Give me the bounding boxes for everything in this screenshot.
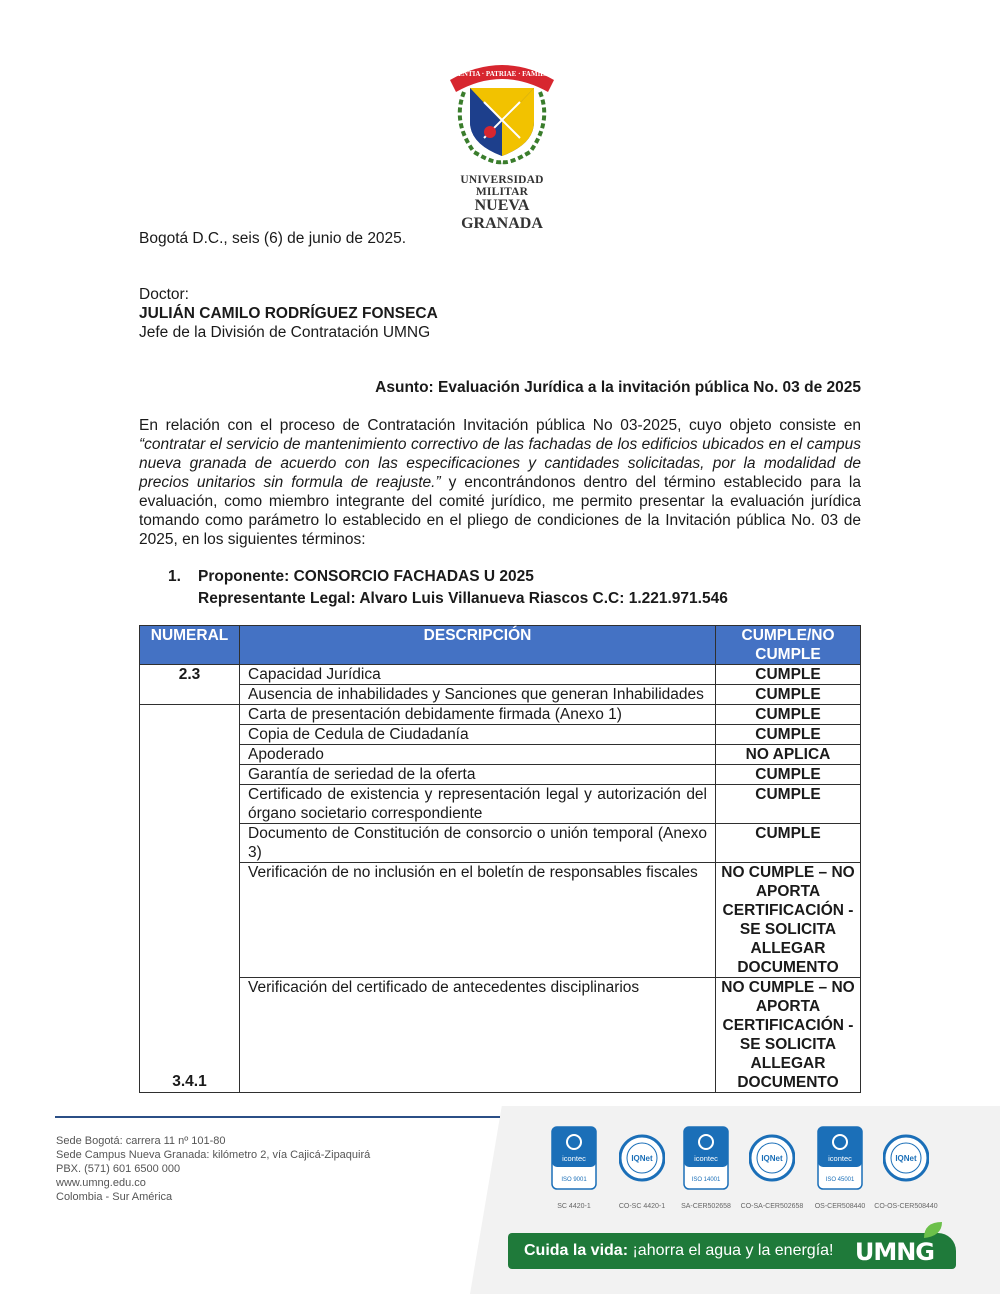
status-cell: NO APLICA xyxy=(716,745,861,765)
svg-text:icontec: icontec xyxy=(694,1154,718,1163)
table-row xyxy=(140,665,861,685)
logo-ribbon-text: SCIENTIA · PATRIAE · FAMILIAE xyxy=(446,70,558,78)
proponent-number: 1. xyxy=(168,568,181,585)
letter-subject: Asunto: Evaluación Jurídica a la invitación pública No. 03 de 2025 xyxy=(375,379,861,396)
address-line: Sede Campus Nueva Granada: kilómetro 2, vía Cajicá-Zipaquirá xyxy=(56,1149,371,1161)
header-numeral: NUMERAL xyxy=(140,626,240,665)
svg-text:IQNet: IQNet xyxy=(631,1154,653,1163)
description-cell: Garantía de seriedad de la oferta xyxy=(240,765,716,785)
cert-code: CO-OS-CER508440 xyxy=(874,1203,938,1210)
table-row xyxy=(140,685,861,705)
logo-line-1: UNIVERSIDAD MILITAR xyxy=(460,174,544,198)
recipient-block xyxy=(139,285,861,342)
status-cell: CUMPLE xyxy=(716,725,861,745)
cert-code: CO-SA-CER502658 xyxy=(740,1203,804,1210)
footer-banner xyxy=(508,1233,956,1269)
svg-text:IQNet: IQNet xyxy=(895,1154,917,1163)
recipient-name: JULIÁN CAMILO RODRÍGUEZ FONSECA xyxy=(139,305,438,322)
slogan-bold: Cuida la vida: xyxy=(524,1242,629,1259)
description-cell: Apoderado xyxy=(240,745,716,765)
address-line: Sede Bogotá: carrera 11 nº 101-80 xyxy=(56,1135,226,1147)
umng-brand: UMNG xyxy=(854,1238,934,1266)
website-link[interactable]: www.umng.edu.co xyxy=(56,1177,146,1189)
paragraph-intro: En relación con el proceso de Contratación Invitación pública No 03-2025, cuyo objeto consiste en xyxy=(139,417,861,434)
description-cell: Documento de Constitución de consorcio o unión temporal (Anexo 3) xyxy=(240,824,716,863)
icontec-icon xyxy=(683,1126,729,1190)
iqnet-icon xyxy=(619,1126,665,1190)
cert-code: OS-CER508440 xyxy=(814,1203,866,1210)
icontec-icon xyxy=(551,1126,597,1190)
status-cell: CUMPLE xyxy=(716,685,861,705)
table-row xyxy=(140,705,861,725)
cert-code: CO-SC 4420-1 xyxy=(618,1203,666,1210)
svg-text:ISO 45001: ISO 45001 xyxy=(825,1177,855,1183)
letter-date: Bogotá D.C., seis (6) de junio de 2025. xyxy=(139,230,407,247)
table-row xyxy=(140,745,861,765)
svg-text:IQNet: IQNet xyxy=(761,1154,783,1163)
banner-slogan xyxy=(524,1242,834,1260)
evaluation-table xyxy=(139,625,861,1093)
status-cell: NO CUMPLE – NO APORTA CERTIFICACIÓN - SE SOLICITA ALLEGAR DOCUMENTO xyxy=(716,863,861,978)
certification-logos xyxy=(548,1126,948,1216)
numeral-cell: 2.3 xyxy=(140,665,240,705)
university-logo xyxy=(440,52,564,232)
status-cell: NO CUMPLE – NO APORTA CERTIFICACIÓN - SE SOLICITA ALLEGAR DOCUMENTO xyxy=(716,978,861,1093)
numeral-cell: 3.4.1 xyxy=(140,705,240,1093)
status-cell: CUMPLE xyxy=(716,665,861,685)
iqnet-badge xyxy=(740,1126,804,1210)
address-line: PBX. (571) 601 6500 000 xyxy=(56,1163,181,1175)
iqnet-badge xyxy=(616,1126,668,1210)
table-row xyxy=(140,978,861,1093)
table-row xyxy=(140,725,861,745)
header-cumple: CUMPLE/NO CUMPLE xyxy=(716,626,861,665)
description-cell: Ausencia de inhabilidades y Sanciones que generan Inhabilidades xyxy=(240,685,716,705)
footer-address xyxy=(56,1134,370,1204)
logo-line-2: NUEVA GRANADA xyxy=(461,197,543,232)
body-paragraph xyxy=(139,416,861,549)
icontec-iso9001-badge xyxy=(548,1126,600,1210)
description-cell: Capacidad Jurídica xyxy=(240,665,716,685)
svg-text:ISO 9001: ISO 9001 xyxy=(561,1177,587,1183)
svg-text:icontec: icontec xyxy=(828,1154,852,1163)
paragraph-object-quote: “contratar el servicio de mantenimiento correctivo de las fachadas de los edificios ubicados en el campus nueva granada de acuerdo con las especificaciones y cantidades solicitadas, por la modalidad de precios unitarios sin formula de reajuste.” xyxy=(139,436,861,491)
iqnet-badge xyxy=(874,1126,938,1210)
header-descripcion: DESCRIPCIÓN xyxy=(240,626,716,665)
recipient-title: Jefe de la División de Contratación UMNG xyxy=(139,324,431,341)
icontec-icon xyxy=(817,1126,863,1190)
icontec-iso45001-badge xyxy=(814,1126,866,1210)
iqnet-icon xyxy=(749,1126,795,1190)
status-cell: CUMPLE xyxy=(716,785,861,824)
cert-code: SC 4420-1 xyxy=(557,1203,591,1210)
footer-divider xyxy=(55,1116,500,1118)
recipient-salutation: Doctor: xyxy=(139,286,189,303)
proponent-legal-rep: Representante Legal: Alvaro Luis Villanueva Riascos C.C: 1.221.971.546 xyxy=(198,590,728,607)
table-header-row xyxy=(140,626,861,665)
paragraph-rest: y encontrándonos dentro del término establecido para la evaluación, como miembro integrante del comité jurídico, me permito presentar la evaluación jurídica tomando como parámetro lo establecido en el pliego de condiciones de la Invitación pública No. 03 de 2025, en los siguientes términos: xyxy=(139,474,861,548)
proponent-block xyxy=(168,566,868,610)
proponent-name: Proponente: CONSORCIO FACHADAS U 2025 xyxy=(198,568,534,585)
status-cell: CUMPLE xyxy=(716,705,861,725)
description-cell: Verificación de no inclusión en el boletín de responsables fiscales xyxy=(240,863,716,978)
address-line: Colombia - Sur América xyxy=(56,1191,173,1203)
description-cell: Certificado de existencia y representación legal y autorización del órgano societario correspondiente xyxy=(240,785,716,824)
icontec-iso14001-badge xyxy=(680,1126,732,1210)
table-row xyxy=(140,785,861,824)
table-row xyxy=(140,765,861,785)
table-row xyxy=(140,824,861,863)
table-row xyxy=(140,863,861,978)
status-cell: CUMPLE xyxy=(716,824,861,863)
leaf-icon xyxy=(922,1220,944,1240)
cert-code: SA-CER502658 xyxy=(681,1203,731,1210)
description-cell: Copia de Cedula de Ciudadanía xyxy=(240,725,716,745)
description-cell: Verificación del certificado de antecedentes disciplinarios xyxy=(240,978,716,1093)
description-cell: Carta de presentación debidamente firmada (Anexo 1) xyxy=(240,705,716,725)
coat-of-arms-icon xyxy=(444,52,560,168)
svg-text:icontec: icontec xyxy=(562,1154,586,1163)
status-cell: CUMPLE xyxy=(716,765,861,785)
svg-text:ISO 14001: ISO 14001 xyxy=(691,1177,721,1183)
iqnet-icon xyxy=(883,1126,929,1190)
slogan-rest: ¡ahorra el agua y la energía! xyxy=(628,1242,834,1259)
